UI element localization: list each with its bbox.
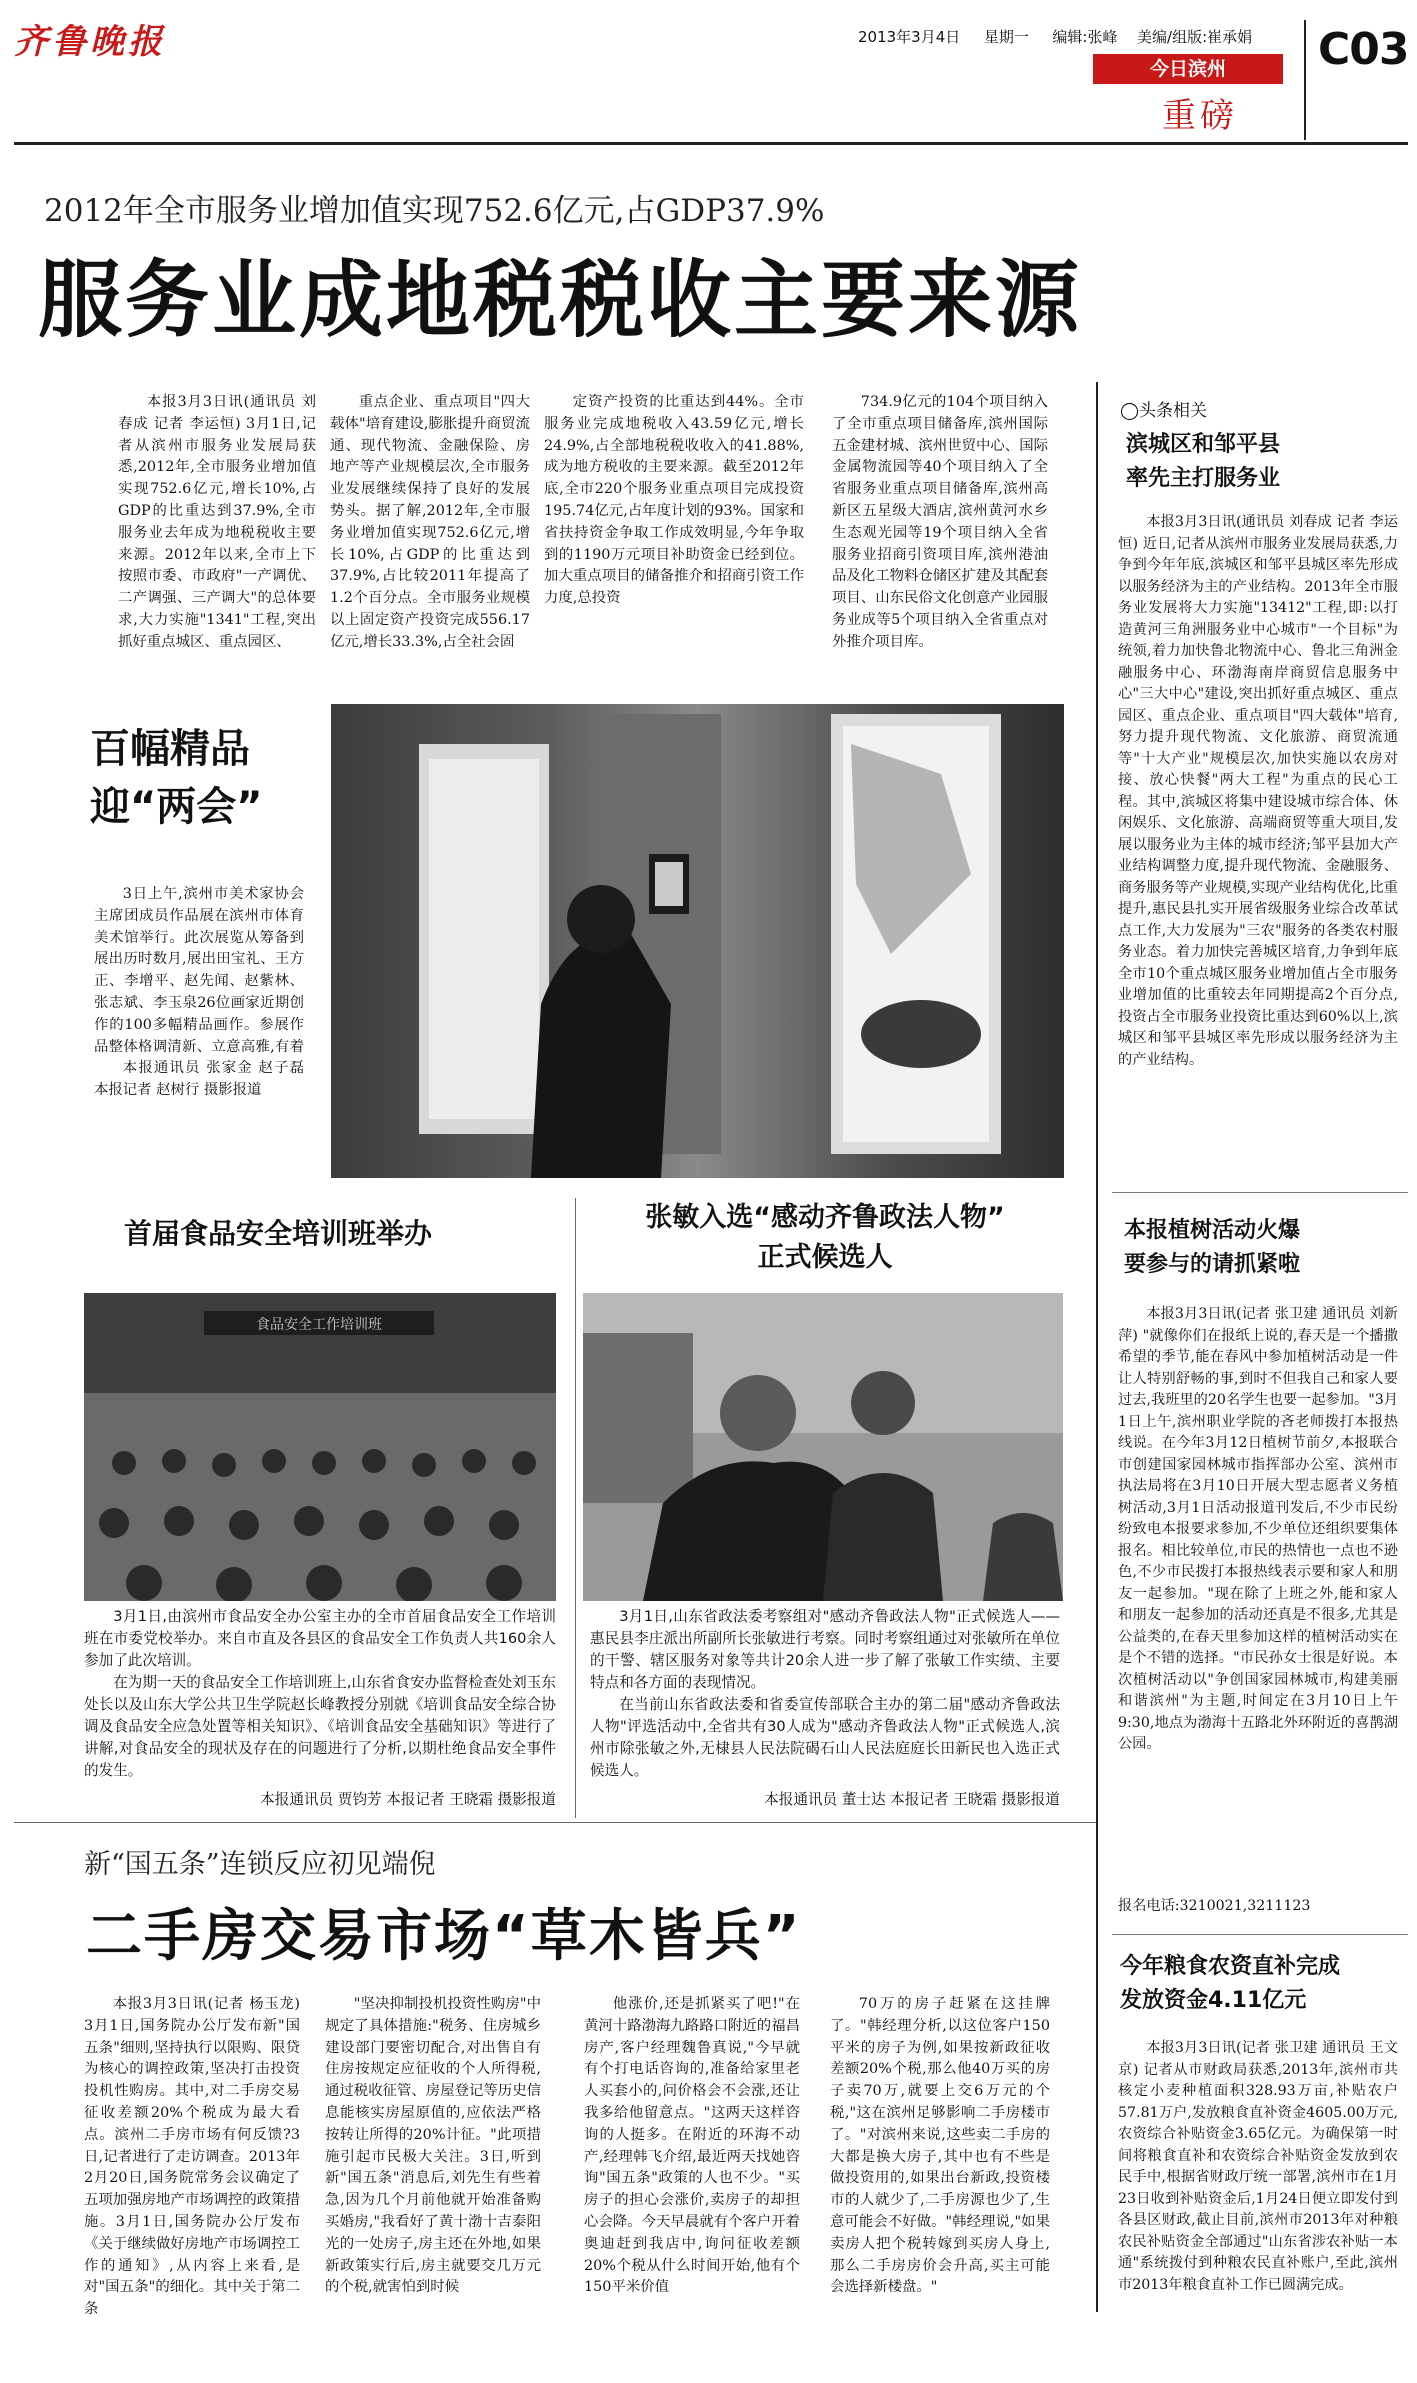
issue-info — [858, 26, 1252, 47]
food-caption: 3月1日,由滨州市食品安全办公室主办的全市首届食品安全工作培训班在市委党校举办。来自市直及各县区的食品安全工作负责人共160余人参加了此次培训。 在为期一天的食品安全工作培训班上,山东省食安办监督检查处刘玉东处长以及山东大学公共卫生学院赵长峰教授分别就《培训食品安全综合协调及食品安全应急处置等相关知识》、《培训食品安全基础知识》等进行了讲解,对食品安全的现状及存在的问题进行了分析,以期杜绝食品安全事件的发生。 — [84, 1608, 556, 1779]
zhang-title-line2: 正式候选人 — [757, 1242, 893, 1273]
food-photo-banner: 食品安全工作培训班 — [256, 1317, 382, 1333]
tree-title-line1: 本报植树活动火爆 — [1124, 1218, 1301, 1243]
sidebar-tag: ◯头条相关 — [1120, 401, 1208, 421]
zhang-caption: 3月1日,山东省政法委考察组对"感动齐鲁政法人物"正式候选人——惠民县李庄派出所副所长张敏进行考察。同时考察组通过对张敏所在单位的干警、辖区服务对象等共计20余人进一步了解了张敏工作实绩、主要特点和各方面的表现情况。 在当前山东省政法委和省委宣传部联合主办的第二届"感动齐鲁政法人物"评选活动中,全省共有30人成为"感动齐鲁政法人物"正式候选人,滨州市除张敏之外,无棣县人民法院碣石山人民法庭庭长田新民也入选正式候选人。 — [590, 1608, 1060, 1779]
housing-subtitle: 新“国五条”连锁反应初见端倪 — [84, 1849, 436, 1880]
lead-column-2: 重点企业、重点项目"四大载体"培育建设,膨胀提升商贸流通、现代物流、金融保险、房地产等产业规模层次,全市服务业发展继续保持了良好的发展势头。据了解,2012年,全市服务业增加值实现752.6亿元,增长10%,占GDP的比重达到37.9%,占比较2011年提高了1.2个百分点。全市服务业规模以上固定资产投资完成556.17亿元,增长33.3%,占全社会固 — [330, 394, 530, 650]
food-credit: 本报通讯员 贾钧芳 本报记者 王晓霜 摄影报道 — [260, 1791, 556, 1808]
sidebar-body: 本报3月3日讯(通讯员 刘春成 记者 李运恒) 近日,记者从滨州市服务业发展局获悉,力争到今年年底,滨城区和邹平县城区率先形成以服务经济为主的产业结构。2013年全市服务业发展将大力实施"13412"工程,即:以打造黄河三角洲服务业中心城市"一个目标"为统领,着力加快鲁北物流中心、鲁北三角洲金融服务中心、环渤海南岸商贸信息服务中心"三大中心"建设,突出抓好重点城区、重点园区、重点企业、重点项目"四大载体"培育,努力提升现代物流、文化旅游、商贸流通等"十大产业"规模层次,加快实施以农房对接、放心快餐"两大工程"为重点的民心工程。其中,滨城区将集中建设城市综合体、休闲娱乐、文化旅游、高端商贸等重大项目,发展以服务业为主体的城市经济;邹平县加大产业结构调整力度,提升现代物流、金融服务、商务服务等产业规模,实现产业结构优化,比重提升,惠民县扎实开展省级服务业综合改革试点工作,大力发展为"三农"服务的各类农村服务业态。着力加快完善城区培育,力争到年底全市10个重点城区服务业增加值占全市服务业增加值的比重较去年同期提高2个百分点,投资占全市服务业投资比重达到60%以上,滨城区和邹平县城区率先形成以服务经济为主的产业结构。 — [1118, 514, 1398, 1068]
housing-title: 二手房交易市场“草木皆兵” — [86, 1904, 802, 1969]
housing-column-4: 70万的房子赶紧在这挂牌了。"韩经理分析,以这位客户150平米的房子为例,如果按新政征收差额20%个税,那么他40万买的房子卖70万,就要上交6万元的个税,"这在滨州足够影响二手房楼市了。"对滨州来说,这些卖二手房的大都是换大房子,其中也有不些是做投资用的,如果出台新政,投资楼市的人就少了,二手房源也少了,生意可能会不好做。"韩经理说,"如果卖房人把个税转嫁到买房人身上,那么二手房房价会升高,买主可能会选择新楼盘。" — [830, 1996, 1050, 2296]
art-photo-scene — [331, 704, 1064, 1178]
art-credit: 本报通讯员 张家金 赵子磊 本报记者 赵树行 摄影报道 — [94, 1060, 304, 1098]
grain-title-line1: 今年粮食农资直补完成 — [1120, 1954, 1341, 1979]
food-training-photo — [84, 1293, 556, 1601]
food-photo-scene — [84, 1293, 556, 1601]
issue-weekday: 星期一 — [983, 28, 1029, 46]
mid-vertical-rule — [575, 1198, 576, 1818]
zhang-title-line1: 张敏入选“感动齐鲁政法人物” — [645, 1202, 1005, 1233]
zhang-min-photo — [583, 1293, 1063, 1601]
zhang-photo-scene — [583, 1293, 1063, 1601]
masthead-divider — [1304, 20, 1306, 140]
page-code: C03 — [1318, 24, 1409, 75]
sidebar-title — [1126, 428, 1280, 496]
newspaper-logo: 齐鲁晚报 — [14, 22, 166, 62]
art-title-line1: 百幅精品 — [90, 726, 250, 772]
sidebar-title-line1: 滨城区和邹平县 — [1126, 432, 1281, 457]
art-body: 3日上午,滨州市美术家协会主席团成员作品展在滨州市体育美术馆举行。此次展览从筹备到展出历时数月,展出田宝礼、王方正、李增平、赵先闻、赵紫林、张志斌、李玉泉26位画家近期创作的100多幅精品画作。参展作品整体格调清新、立意高雅,有着 — [94, 886, 304, 1055]
lead-column-3: 定资产投资的比重达到44%。全市服务业完成地税收入43.59亿元,增长24.9%,占全部地税税收收入的41.88%,成为地方税收的主要来源。截至2012年底,全市220个服务业重点项目完成投资195.74亿元,占年度计划的93%。国家和省扶持资金争取工作成效明显,今年争取到的1190万元项目补助资金已经到位。加大重点项目的储备推介和招商引资工作力度,总投资 — [544, 394, 804, 607]
tree-phone: 报名电话:3210021,3211123 — [1118, 1898, 1311, 1914]
art-title — [90, 720, 263, 836]
tree-title-line2: 要参与的请抓紧啦 — [1124, 1252, 1301, 1277]
lead-column-1: 本报3月3日讯(通讯员 刘春成 记者 李运恒) 3月1日,记者从滨州市服务业发展局获悉,2012年,全市服务业增加值实现752.6亿元,增长10%,占GDP的比重达到37.9%,全市服务业去年成为地税税收主要来源。2012年以来,全市上下按照市委、市政府"一产调优、二产调强、三产调大"的总体要求,大力实施"1341"工程,突出抓好重点城区、重点园区、 — [118, 394, 316, 650]
tree-body: 本报3月3日讯(记者 张卫建 通讯员 刘新萍) "就像你们在报纸上说的,春天是一个播撒希望的季节,能在春风中参加植树活动是一件让人特别舒畅的事,到时不但我自己和家人要过去,我班里的20名学生也要一起参加。"3月1日上午,滨州职业学院的吝老师拨打本报热线说。在今年3月12日植树节前夕,本报联合市创建国家园林城市指挥部办公室、滨州市执法局将在3月10日开展大型志愿者义务植树活动,3月1日活动报道刊发后,不少市民纷纷致电本报要求参加,不少单位还组织要集体报名。相比较单位,市民的热情也一点也不逊色,不少市民拨打本报热线表示要和家人和朋友一起参加。"现在除了上班之外,能和家人和朋友一起参加的活动还真是不很多,尤其是公益类的,在春天里参加这样的植树活动实在是个不错的选择。"市民孙女士很是好说。本次植树活动以"争创国家园林城市,构建美丽和谐滨州"为主题,时间定在3月10日上午9:30,地点为渤海十五路北外环附近的喜鹊湖公园。 — [1118, 1306, 1398, 1752]
zhang-title — [590, 1198, 1060, 1278]
grain-title — [1120, 1950, 1340, 2018]
lead-subtitle: 2012年全市服务业增加值实现752.6亿元,占GDP37.9% — [44, 193, 825, 229]
section-tab: 今日滨州 — [1093, 54, 1283, 84]
header-rule — [14, 142, 1408, 145]
tree-title — [1124, 1214, 1300, 1282]
issue-date: 2013年3月4日 — [858, 28, 961, 46]
sidebar-divider-1 — [1112, 1192, 1408, 1193]
sidebar-vertical-rule — [1096, 382, 1098, 2312]
housing-column-3: 他涨价,还是抓紧买了吧!"在黄河十路渤海九路路口附近的福昌房产,客户经理魏鲁真说,"今早就有个打电话咨询的,准备给家里老人买套小的,问价格会不会涨,还让我多给他留意点。"这两天这样咨询的人挺多。在附近的环海不动产,经理韩飞介绍,最近两天找她咨询"国五条"政策的人也不少。"买房子的担心会涨价,卖房子的却担心会降。今天早晨就有个客户开着奥迪赶到我店中,询问征收差额20%个税从什么时间开始,他有个150平米价值 — [584, 1996, 800, 2296]
sidebar-title-line2: 率先主打服务业 — [1126, 466, 1281, 491]
art-title-line2: 迎“两会” — [90, 784, 263, 830]
lead-title: 服务业成地税税收主要来源 — [38, 251, 1083, 349]
housing-column-1: 本报3月3日讯(记者 杨玉龙) 3月1日,国务院办公厅发布新"国五条"细则,坚持执行以限购、限贷为核心的调控政策,坚决打击投资投机性购房。其中,对二手房交易征收差额20%个税成为最大看点。滨州二手房市场有何反馈?3日,记者进行了走访调查。2013年2月20日,国务院常务会议确定了五项加强房地产市场调控的政策措施。3月1日,国务院办公厅发布《关于继续做好房地产市场调控工作的通知》,从内容上来看,是对"国五条"的细化。其中关于第二条 — [84, 1996, 300, 2318]
housing-column-2: "坚决抑制投机投资性购房"中规定了具体措施:"税务、住房城乡建设部门要密切配合,对出售自有住房按规定应征收的个人所得税,通过税收征管、房屋登记等历史信息能核实房屋原值的,应依法严格按转让所得的20%计征。"此项措施引起市民极大关注。3日,听到新"国五条"消息后,刘先生有些着急,因为几个月前他就开始准备购买婚房,"我看好了黄十渤十吉泰阳光的一处房子,房主还在外地,如果新政策实行后,房主就要交几万元的个税,就害怕到时候 — [325, 1996, 541, 2296]
category-label: 重磅 — [1162, 96, 1238, 136]
housing-top-rule — [14, 1822, 1096, 1823]
editor-credit: 编辑:张峰 — [1052, 28, 1118, 46]
food-title: 首届食品安全培训班举办 — [124, 1217, 433, 1250]
art-credit: 美编/组版:崔承娟 — [1137, 28, 1253, 46]
art-exhibition-photo — [331, 704, 1064, 1178]
zhang-credit: 本报通讯员 董士达 本报记者 王晓霜 摄影报道 — [764, 1791, 1060, 1808]
lead-column-4: 734.9亿元的104个项目纳入了全市重点项目储备库,滨州国际五金建材城、滨州世贸中心、国际金属物流园等40个项目纳入了全省服务业重点项目储备库,滨州高新区五星级大酒店,滨州黄河水乡生态观光园等19个项目纳入全省服务业招商引资项目库,滨州港油品及化工物料仓储区扩建及其配套项目、山东民俗文化创意产业园服务业成等5个项目纳入全省重点对外推介项目库。 — [832, 394, 1048, 650]
sidebar-divider-2 — [1112, 1934, 1408, 1935]
grain-body: 本报3月3日讯(记者 张卫建 通讯员 王文京) 记者从市财政局获悉,2013年,滨州市共核定小麦种植面积328.93万亩,补贴农户57.81万户,发放粮食直补资金4605.00万元,农资综合补贴资金3.65亿元。为确保第一时间将粮食直补和农资综合补贴资金发放到农民手中,根据省财政厅统一部署,滨州市在1月23日收到补贴资金后,1月24日便立即发付到各县区财政,截止目前,滨州市2013年对种粮农民补贴资金全部通过"山东省涉农补贴一本通"系统拨付到种粮农民直补账户,至此,滨州市2013年粮食直补工作已圆满完成。 — [1118, 2040, 1398, 2293]
grain-title-line2: 发放资金4.11亿元 — [1120, 1988, 1307, 2013]
